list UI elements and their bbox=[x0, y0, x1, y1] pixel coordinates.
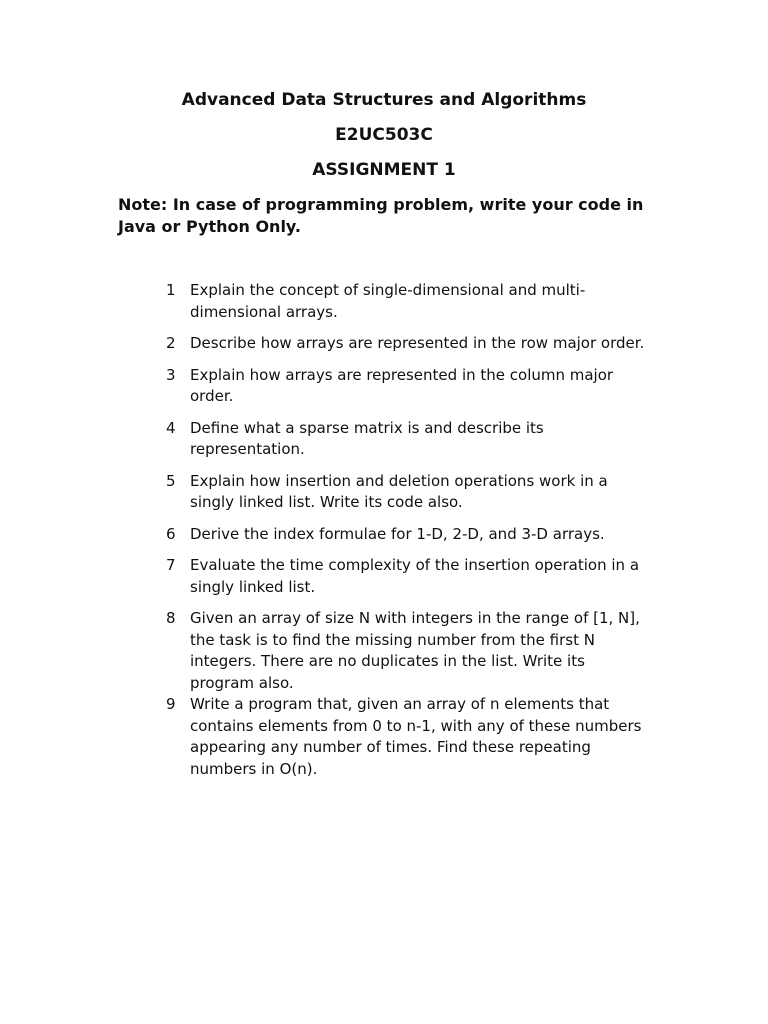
question-number: 8 bbox=[166, 609, 176, 627]
question-text: Given an array of size N with integers in the range of [1, N], the task is to find the missing number from the first N integers. There are no duplicates in the list. Write its program also. bbox=[190, 609, 640, 692]
course-code: E2UC503C bbox=[335, 125, 433, 145]
question-text: Evaluate the time complexity of the insertion operation in a singly linked list. bbox=[190, 556, 640, 596]
question-text: Write a program that, given an array of n elements that contains elements from 0 to n-1, with any of these numbers appearing any number of times. Find these repeating numbers in O(n). bbox=[190, 695, 642, 778]
question-text: Explain how arrays are represented in the column major order. bbox=[190, 365, 614, 405]
question-item bbox=[166, 418, 646, 461]
question-text: Describe how arrays are represented in the row major order. bbox=[190, 334, 645, 352]
question-number: 7 bbox=[166, 556, 176, 574]
question-item bbox=[166, 280, 646, 323]
question-text: Derive the index formulae for 1-D, 2-D, and 3-D arrays. bbox=[190, 524, 605, 543]
question-item bbox=[166, 333, 646, 355]
question-item bbox=[166, 471, 646, 514]
question-number: 2 bbox=[166, 334, 176, 352]
question-number: 9 bbox=[166, 695, 176, 713]
question-number: 4 bbox=[166, 418, 176, 437]
question-item bbox=[166, 694, 646, 780]
question-text: Explain the concept of single-dimensional and multi-dimensional arrays. bbox=[190, 281, 586, 321]
question-number: 5 bbox=[166, 471, 176, 490]
instructions-note: Note: In case of programming problem, write your code in Java or Python Only. bbox=[118, 195, 644, 236]
question-item bbox=[166, 365, 646, 408]
question-text: Explain how insertion and deletion operations work in a singly linked list. Write its code also. bbox=[190, 471, 608, 511]
question-number: 6 bbox=[166, 524, 176, 543]
question-number: 1 bbox=[166, 281, 176, 299]
question-text: Define what a sparse matrix is and describe its representation. bbox=[190, 418, 544, 458]
assignment-title: ASSIGNMENT 1 bbox=[312, 160, 456, 180]
course-title: Advanced Data Structures and Algorithms bbox=[181, 90, 587, 110]
question-list bbox=[166, 280, 646, 780]
question-item bbox=[166, 555, 646, 598]
question-number: 3 bbox=[166, 365, 176, 384]
question-item bbox=[166, 524, 646, 546]
question-item bbox=[166, 608, 646, 694]
